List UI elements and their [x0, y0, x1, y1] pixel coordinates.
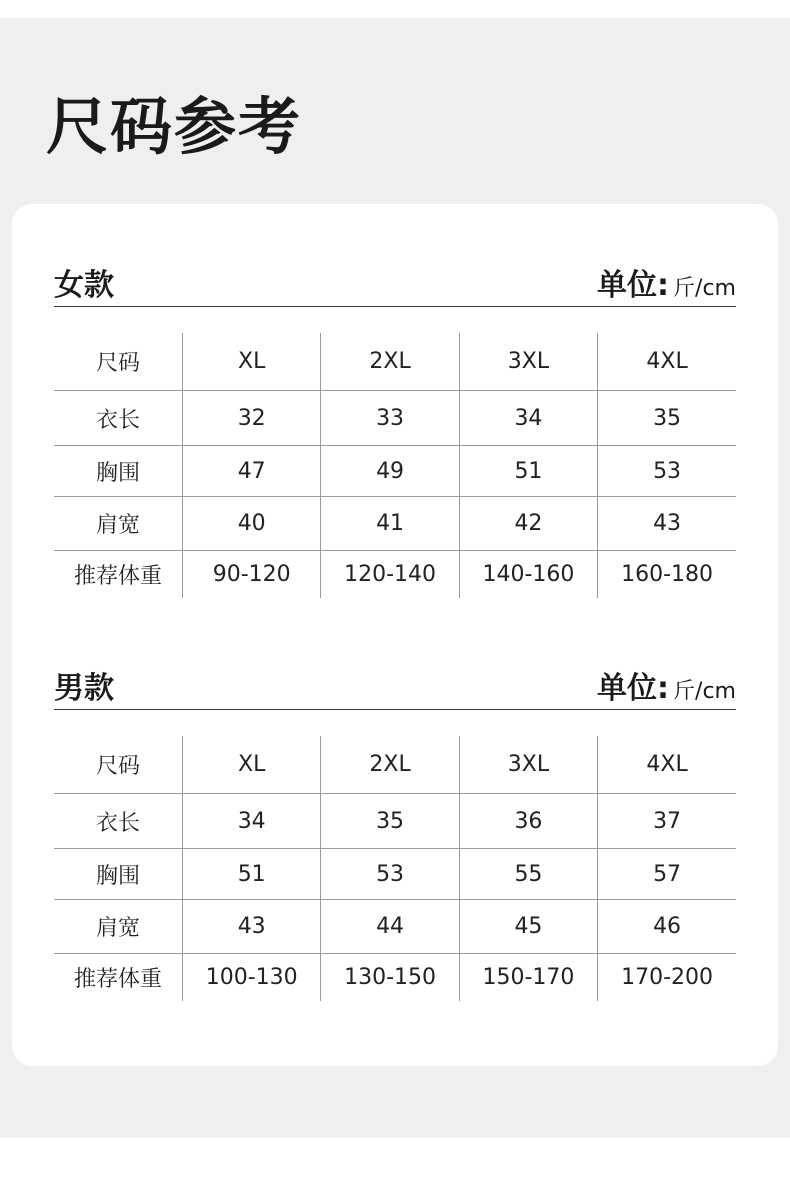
table-cell: 33 [321, 391, 459, 446]
table-cell: 2XL [321, 333, 459, 391]
table-cell: 36 [459, 794, 597, 849]
men-unit [597, 663, 736, 707]
table-cell: 3XL [459, 333, 597, 391]
table-cell: 49 [321, 446, 459, 497]
women-section-header [54, 252, 736, 307]
table-cell: 55 [459, 849, 597, 900]
size-chart-card [12, 204, 778, 1066]
table-cell: 胸围 [54, 849, 183, 900]
table-row [54, 446, 736, 497]
table-cell: 57 [598, 849, 736, 900]
table-cell: 43 [183, 900, 321, 954]
women-size-table [54, 333, 736, 598]
table-cell: 肩宽 [54, 900, 183, 954]
table-cell: 51 [459, 446, 597, 497]
table-cell: 120-140 [321, 551, 459, 599]
table-row [54, 900, 736, 954]
table-cell: XL [183, 736, 321, 794]
table-cell: 32 [183, 391, 321, 446]
table-cell: 衣长 [54, 391, 183, 446]
table-cell: 160-180 [598, 551, 736, 599]
table-cell: 53 [321, 849, 459, 900]
table-cell: 51 [183, 849, 321, 900]
unit-label: 单位: [597, 268, 670, 303]
table-cell: 3XL [459, 736, 597, 794]
table-row [54, 497, 736, 551]
table-row [54, 551, 736, 599]
women-section-title: 女款 [54, 268, 114, 303]
table-cell: 43 [598, 497, 736, 551]
table-cell: 推荐体重 [54, 954, 183, 1002]
women-unit [597, 260, 736, 304]
table-cell: 41 [321, 497, 459, 551]
table-row [54, 794, 736, 849]
table-cell: 衣长 [54, 794, 183, 849]
unit-label: 单位: [597, 671, 670, 706]
table-cell: 推荐体重 [54, 551, 183, 599]
table-cell: 胸围 [54, 446, 183, 497]
men-section-title: 男款 [54, 671, 114, 706]
table-cell: 140-160 [459, 551, 597, 599]
unit-value: 斤/cm [673, 276, 736, 301]
table-cell: 130-150 [321, 954, 459, 1002]
table-cell: 45 [459, 900, 597, 954]
men-section [54, 655, 736, 1001]
table-cell: 35 [598, 391, 736, 446]
table-cell: 37 [598, 794, 736, 849]
table-cell: 4XL [598, 333, 736, 391]
table-cell: 34 [183, 794, 321, 849]
table-cell: 2XL [321, 736, 459, 794]
men-section-header [54, 655, 736, 710]
table-cell: 150-170 [459, 954, 597, 1002]
table-header-row [54, 736, 736, 794]
men-size-table [54, 736, 736, 1001]
table-header-row [54, 333, 736, 391]
table-cell: 46 [598, 900, 736, 954]
table-cell: 53 [598, 446, 736, 497]
table-row [54, 849, 736, 900]
table-cell: 尺码 [95, 351, 140, 376]
table-row [54, 391, 736, 446]
table-cell: 44 [321, 900, 459, 954]
table-cell: 35 [321, 794, 459, 849]
table-cell: 100-130 [183, 954, 321, 1002]
table-cell: 40 [183, 497, 321, 551]
page-title: 尺码参考 [46, 90, 303, 163]
table-cell: 90-120 [183, 551, 321, 599]
table-cell: XL [183, 333, 321, 391]
table-cell: 170-200 [598, 954, 736, 1002]
table-cell: 34 [459, 391, 597, 446]
table-cell: 47 [183, 446, 321, 497]
table-cell: 4XL [598, 736, 736, 794]
women-section [54, 252, 736, 598]
table-row [54, 954, 736, 1002]
table-cell: 尺码 [95, 754, 140, 779]
unit-value: 斤/cm [673, 679, 736, 704]
table-cell: 42 [459, 497, 597, 551]
table-cell: 肩宽 [54, 497, 183, 551]
